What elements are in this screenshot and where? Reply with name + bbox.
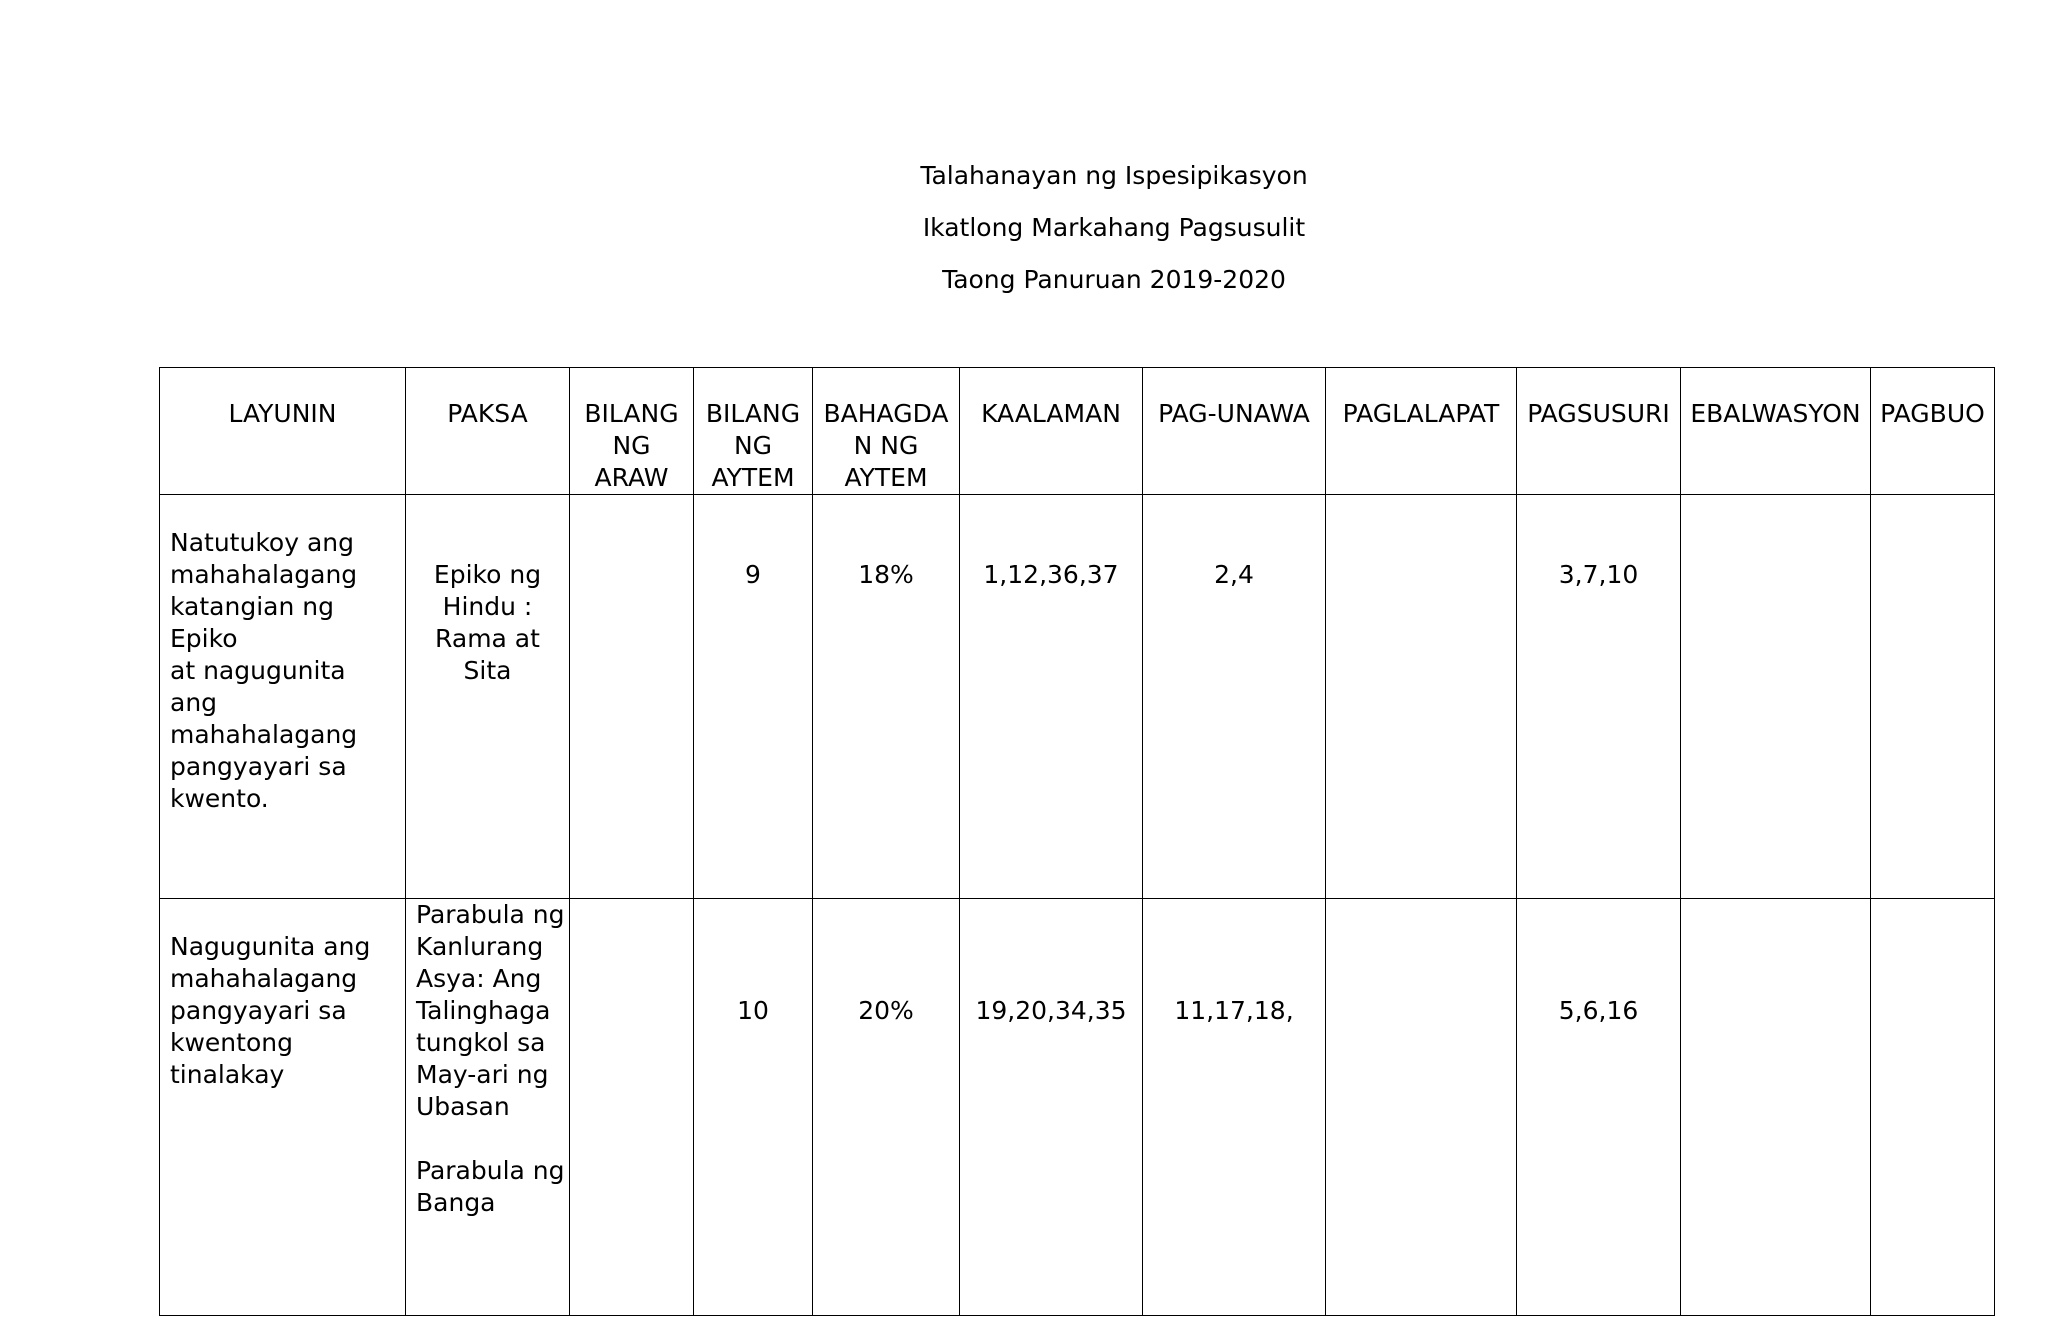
cell-kaalaman: 19,20,34,35: [960, 899, 1143, 1316]
cell-bilang-aytem: 10: [694, 899, 813, 1316]
cell-bahagdan: 18%: [813, 495, 960, 899]
table-row: [160, 495, 1995, 899]
cell-ebalwasyon: [1681, 495, 1871, 899]
header-ebalwasyon: EBALWASYON: [1681, 368, 1871, 495]
cell-paksa: Epiko ng Hindu : Rama at Sita: [406, 495, 570, 899]
header-bahagdan: BAHAGDA N NG AYTEM: [813, 368, 960, 495]
header-bilang-araw: BILANG NG ARAW: [570, 368, 694, 495]
table-header-row: [160, 368, 1995, 495]
table-row: [160, 899, 1995, 1316]
header-paksa: PAKSA: [406, 368, 570, 495]
cell-pagsusuri: 5,6,16: [1517, 899, 1681, 1316]
header-pag-unawa: PAG-UNAWA: [1143, 368, 1326, 495]
cell-layunin: Natutukoy ang mahahalagang katangian ng Epiko at nagugunita ang mahahalagang pangyayari sa kwento.: [160, 495, 406, 899]
cell-pag-unawa: 11,17,18,: [1143, 899, 1326, 1316]
document-titles: [0, 150, 2048, 306]
cell-pagsusuri: 3,7,10: [1517, 495, 1681, 899]
cell-bilang-araw: [570, 899, 694, 1316]
cell-pagbuo: [1871, 495, 1995, 899]
cell-pag-unawa: 2,4: [1143, 495, 1326, 899]
cell-ebalwasyon: [1681, 899, 1871, 1316]
cell-paglalapat: [1326, 899, 1517, 1316]
cell-kaalaman: 1,12,36,37: [960, 495, 1143, 899]
cell-bilang-aytem: 9: [694, 495, 813, 899]
cell-bilang-araw: [570, 495, 694, 899]
header-kaalaman: KAALAMAN: [960, 368, 1143, 495]
title-line-2: Ikatlong Markahang Pagsusulit: [922, 213, 1306, 242]
specification-table: [159, 367, 1995, 1316]
header-pagsusuri: PAGSUSURI: [1517, 368, 1681, 495]
cell-paksa: Parabula ng Kanlurang Asya: Ang Talinghaga tungkol sa May-ari ng Ubasan Parabula ng Banga: [406, 899, 570, 1316]
cell-layunin: Nagugunita ang mahahalagang pangyayari sa kwentong tinalakay: [160, 899, 406, 1316]
header-pagbuo: PAGBUO: [1871, 368, 1995, 495]
header-paglalapat: PAGLALAPAT: [1326, 368, 1517, 495]
cell-bahagdan: 20%: [813, 899, 960, 1316]
title-line-3: Taong Panuruan 2019-2020: [942, 265, 1286, 294]
header-bilang-aytem: BILANG NG AYTEM: [694, 368, 813, 495]
cell-pagbuo: [1871, 899, 1995, 1316]
header-layunin: LAYUNIN: [160, 368, 406, 495]
title-line-1: Talahanayan ng Ispesipikasyon: [920, 161, 1308, 190]
cell-paglalapat: [1326, 495, 1517, 899]
